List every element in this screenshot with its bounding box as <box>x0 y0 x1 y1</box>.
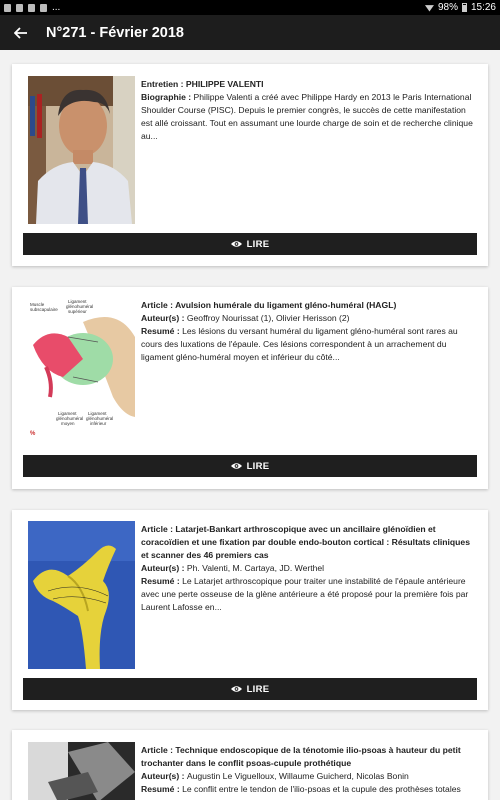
article-list[interactable] <box>0 50 500 800</box>
notification-icons <box>4 2 60 13</box>
article-summary: Resumé : Le conflit entre le tendon de l'ilio-psoas et la cupule des prothèses totales <box>141 784 461 794</box>
label-lig-inf: Ligament <box>88 411 107 416</box>
label-lig-sup: Ligament <box>68 299 87 304</box>
article-card <box>12 510 488 710</box>
notification-icon <box>16 4 23 12</box>
read-button[interactable] <box>23 455 477 477</box>
status-bar <box>0 0 500 15</box>
page-title: N°271 - Février 2018 <box>46 24 184 41</box>
anatomy-diagram <box>28 297 135 437</box>
more-notifications: ... <box>52 2 61 13</box>
portrait-image <box>28 76 135 224</box>
app-bar <box>0 15 500 50</box>
article-card <box>12 287 488 489</box>
article-title: Article : Latarjet-Bankart arthroscopique avec un ancillaire glénoïdien et coracoïdien et une fixation par double endo-bouton cortical : Résultats cliniques et scanner des 46 premiers cas <box>141 524 470 560</box>
back-button[interactable] <box>0 15 42 50</box>
svg-text:inférieur: inférieur <box>90 421 107 426</box>
article-thumbnail[interactable] <box>28 521 135 669</box>
article-authors: Auteur(s) : Ph. Valenti, M. Cartaya, JD. Werthel <box>141 563 325 573</box>
article-card <box>12 730 488 800</box>
battery-percent: 98% <box>437 2 458 13</box>
svg-text:glénohuméral: glénohuméral <box>56 416 84 421</box>
signature: % <box>30 431 36 437</box>
xray-image <box>28 742 135 800</box>
article-thumbnail[interactable] <box>28 297 135 437</box>
article-biography: Biographie : Philippe Valenti a créé avec Philippe Hardy en 2013 le Paris International Shoulder Course (PISC). Depuis le premier congrès, le succès de cette manifestation est allé croissant. Tout en assumant une lourde charge de soin et de recherche clinique au... <box>141 92 473 141</box>
svg-text:glénohuméral: glénohuméral <box>66 304 94 309</box>
read-button-label: LIRE <box>246 460 270 472</box>
wifi-icon <box>425 4 434 12</box>
bone-model-image <box>28 521 135 669</box>
arrow-back-icon <box>14 27 28 39</box>
clock: 15:26 <box>470 2 496 13</box>
notification-icon <box>40 4 47 12</box>
eye-icon <box>231 462 242 470</box>
article-authors: Auteur(s) : Augustin Le Viguelloux, Willaume Guicherd, Nicolas Bonin <box>141 771 409 781</box>
svg-text:supérieur: supérieur <box>68 309 87 314</box>
read-button-label: LIRE <box>246 683 270 695</box>
svg-text:glénohuméral: glénohuméral <box>86 416 114 421</box>
notification-icon <box>28 4 35 12</box>
svg-text:moyen: moyen <box>61 421 75 426</box>
eye-icon <box>231 240 242 248</box>
article-summary: Resumé : Les lésions du versant huméral du ligament gléno-huméral sont rares au cours des luxations de l'épaule. Ces lésions correspondent à un arrachement du ligament gléno-huméral moyen et inférieur du côté... <box>141 326 458 362</box>
article-thumbnail[interactable] <box>28 742 135 800</box>
gallery-icon <box>4 4 11 12</box>
label-muscle: Muscle <box>30 302 45 307</box>
article-title: Article : Technique endoscopique de la ténotomie ilio-psoas à hauteur du petit trochanter dans le conflit psoas-cupule prothétique <box>141 745 461 768</box>
article-authors: Auteur(s) : Geoffroy Nourissat (1), Olivier Herisson (2) <box>141 313 350 323</box>
article-thumbnail[interactable] <box>28 76 135 224</box>
label-lig-moy: Ligament <box>58 411 77 416</box>
article-summary: Resumé : Le Latarjet arthroscopique pour traiter une instabilité de l'épaule antérieure avec une perte osseuse de la glène antérieure a été proposé pour la première fois par Laurent Lafosse en... <box>141 576 469 612</box>
read-button[interactable] <box>23 233 477 255</box>
read-button[interactable] <box>23 678 477 700</box>
eye-icon <box>231 685 242 693</box>
battery-icon <box>462 3 467 12</box>
article-title: Entretien : PHILIPPE VALENTI <box>141 79 264 89</box>
read-button-label: LIRE <box>246 238 270 250</box>
article-title: Article : Avulsion humérale du ligament gléno-huméral (HAGL) <box>141 300 397 310</box>
article-card <box>12 64 488 266</box>
svg-text:subscapulaire: subscapulaire <box>30 307 58 312</box>
